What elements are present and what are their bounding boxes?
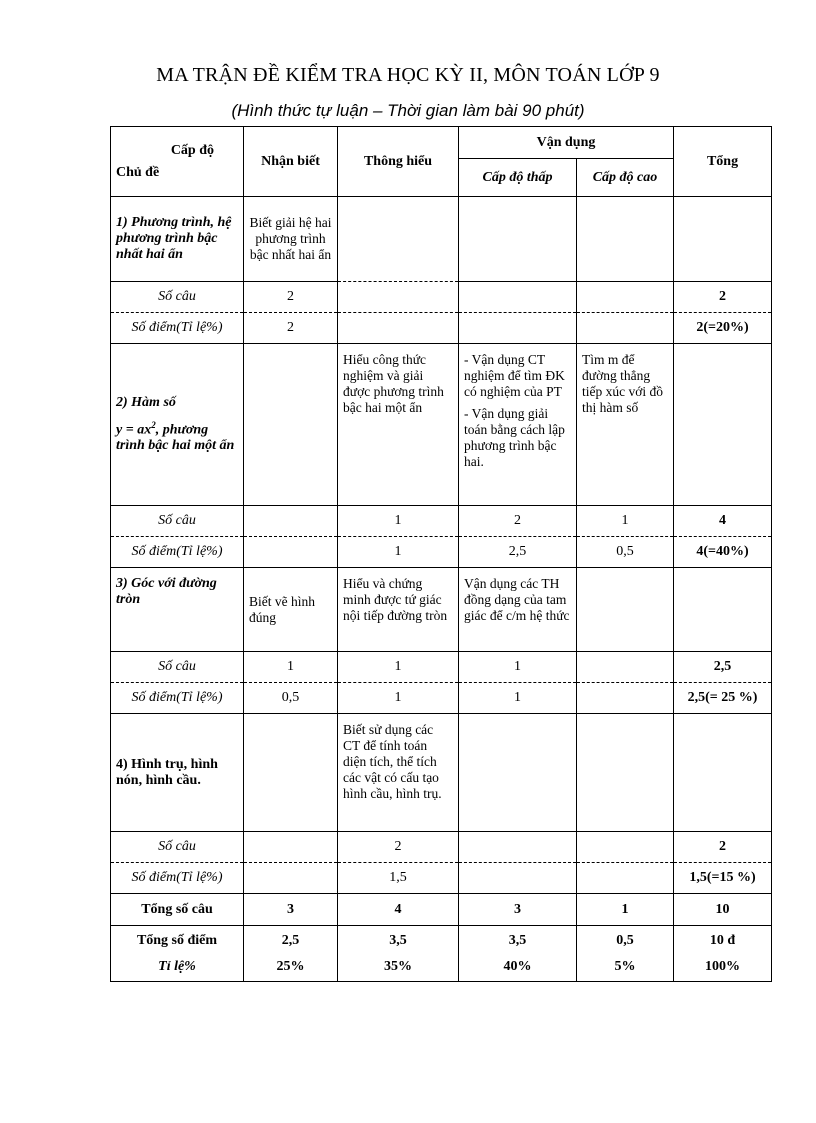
total-score-apply-high-cell <box>577 926 674 982</box>
topic-2-name-line1: 2) Hàm số <box>116 394 176 410</box>
topic-4-understand: Biết sử dụng các CT để tính toán diện tích, thể tích các vật có cấu tạo hình cầu, hình trụ. <box>338 714 459 832</box>
total-score-total-cell <box>674 926 772 982</box>
total-score-recognize-cell <box>244 926 338 982</box>
topic-2-understand: Hiểu công thức nghiệm và giải được phương trình bậc hai một ẩn <box>338 344 459 506</box>
topic-1-row <box>111 197 772 282</box>
topic-2-formula: y = ax <box>116 422 152 438</box>
topic-2-name-suffix: , phương trình bậc hai một ẩn <box>116 422 235 454</box>
topic-1-count-apply-low <box>459 282 577 313</box>
total-ratio-label: Tỉ lệ% <box>158 958 196 974</box>
topic-2-name <box>111 344 244 506</box>
topic-2-total-desc <box>674 344 772 506</box>
topic-3-apply-high <box>577 568 674 652</box>
topic-1-understand <box>338 197 459 282</box>
total-score-apply-low-cell <box>459 926 577 982</box>
topic-1-score-recognize: 2 <box>244 313 338 344</box>
topic-2-score-recognize <box>244 537 338 568</box>
topic-4-apply-low <box>459 714 577 832</box>
total-count-row <box>111 894 772 926</box>
header-recognize: Nhận biết <box>244 127 338 197</box>
header-understand: Thông hiểu <box>338 127 459 197</box>
total-ratio-total: 100% <box>705 958 741 974</box>
topic-1-score-apply-high <box>577 313 674 344</box>
topic-4-row <box>111 714 772 832</box>
topic-2-count-apply-low: 2 <box>459 506 577 537</box>
header-row-1 <box>111 127 772 159</box>
total-score-label: Tổng số điểm <box>136 932 218 948</box>
topic-2-count-recognize <box>244 506 338 537</box>
topic-3-score-row <box>111 683 772 714</box>
topic-4-count-recognize <box>244 832 338 863</box>
topic-3-score-apply-low: 1 <box>459 683 577 714</box>
topic-3-row <box>111 568 772 652</box>
topic-1-score-understand <box>338 313 459 344</box>
topic-3-score-total: 2,5(= 25 %) <box>674 683 772 714</box>
topic-1-total-desc <box>674 197 772 282</box>
topic-2-formula-exp: 2 <box>151 419 156 430</box>
topic-2-apply-low-1: - Vận dụng CT nghiệm để tìm ĐK có nghiệm của PT <box>464 352 565 399</box>
exam-matrix-table <box>110 126 772 982</box>
total-ratio-apply-high: 5% <box>614 958 636 974</box>
header-topic-label: Chủ đề <box>116 164 160 180</box>
topic-2-apply-low-2: - Vận dụng giải toán bằng cách lập phương trình bậc hai. <box>464 406 565 469</box>
topic-2-score-apply-high: 0,5 <box>577 537 674 568</box>
topic-2-name-line2 <box>116 417 238 455</box>
topic-1-count-label: Số câu <box>111 282 244 313</box>
topic-4-score-apply-low <box>459 863 577 894</box>
page-title: MA TRẬN ĐỀ KIỂM TRA HỌC KỲ II, MÔN TOÁN LỚP 9 <box>156 64 660 86</box>
topic-4-count-apply-low <box>459 832 577 863</box>
topic-2-count-apply-high: 1 <box>577 506 674 537</box>
total-count-total: 10 <box>674 894 772 926</box>
topic-2-count-row <box>111 506 772 537</box>
header-apply-high: Cấp độ cao <box>577 159 674 197</box>
topic-4-score-total: 1,5(=15 %) <box>674 863 772 894</box>
topic-4-total-desc <box>674 714 772 832</box>
topic-1-count-apply-high <box>577 282 674 313</box>
topic-3-count-total: 2,5 <box>674 652 772 683</box>
topic-3-count-apply-high <box>577 652 674 683</box>
topic-2-score-apply-low: 2,5 <box>459 537 577 568</box>
page-subtitle: (Hình thức tự luận – Thời gian làm bài 90 phút) <box>231 101 585 120</box>
topic-4-recognize <box>244 714 338 832</box>
header-corner-cell <box>111 127 244 197</box>
topic-2-score-label: Số điểm(Tỉ lệ%) <box>111 537 244 568</box>
topic-3-apply-low: Vận dụng các TH đồng dạng của tam giác để c/m hệ thức <box>459 568 577 652</box>
topic-4-count-total: 2 <box>674 832 772 863</box>
topic-2-count-understand: 1 <box>338 506 459 537</box>
total-score-understand-cell <box>338 926 459 982</box>
topic-2-count-label: Số câu <box>111 506 244 537</box>
total-ratio-understand: 35% <box>384 958 412 974</box>
total-ratio-apply-low: 40% <box>503 958 532 974</box>
topic-1-count-understand <box>338 282 459 313</box>
topic-4-count-row <box>111 832 772 863</box>
topic-2-score-understand: 1 <box>338 537 459 568</box>
total-ratio-recognize: 25% <box>276 958 305 974</box>
topic-2-row <box>111 344 772 506</box>
topic-1-name: 1) Phương trình, hệ phương trình bậc nhất hai ẩn <box>111 197 244 282</box>
total-count-apply-low: 3 <box>459 894 577 926</box>
total-score-apply-low: 3,5 <box>508 932 527 948</box>
topic-1-recognize: Biết giải hệ hai phương trình bậc nhất hai ẩn <box>244 197 338 282</box>
topic-3-score-recognize: 0,5 <box>244 683 338 714</box>
topic-3-score-understand: 1 <box>338 683 459 714</box>
topic-1-score-row <box>111 313 772 344</box>
topic-1-count-row <box>111 282 772 313</box>
total-count-apply-high: 1 <box>577 894 674 926</box>
topic-1-score-total: 2(=20%) <box>674 313 772 344</box>
topic-2-apply-low <box>459 344 577 506</box>
topic-1-score-apply-low <box>459 313 577 344</box>
topic-3-score-label: Số điểm(Tỉ lệ%) <box>111 683 244 714</box>
topic-3-count-row <box>111 652 772 683</box>
total-score-label-cell <box>111 926 244 982</box>
total-count-understand: 4 <box>338 894 459 926</box>
header-apply: Vận dụng <box>459 127 674 159</box>
topic-2-recognize <box>244 344 338 506</box>
topic-3-recognize: Biết vẽ hình đúng <box>244 568 338 652</box>
topic-3-name: 3) Góc với đường tròn <box>111 568 244 652</box>
total-score-total: 10 đ <box>709 932 736 948</box>
topic-4-score-apply-high <box>577 863 674 894</box>
header-apply-low: Cấp độ thấp <box>459 159 577 197</box>
topic-4-score-understand: 1,5 <box>338 863 459 894</box>
topic-3-count-apply-low: 1 <box>459 652 577 683</box>
topic-3-count-recognize: 1 <box>244 652 338 683</box>
topic-4-score-label: Số điểm(Tỉ lệ%) <box>111 863 244 894</box>
topic-2-count-total: 4 <box>674 506 772 537</box>
total-score-recognize: 2,5 <box>281 932 300 948</box>
topic-1-apply-low <box>459 197 577 282</box>
topic-2-apply-high: Tìm m để đường thẳng tiếp xúc với đồ thị hàm số <box>577 344 674 506</box>
topic-2-score-row <box>111 537 772 568</box>
total-score-understand: 3,5 <box>389 932 407 948</box>
topic-4-apply-high <box>577 714 674 832</box>
header-level-label: Cấp độ <box>170 142 214 158</box>
topic-1-count-total: 2 <box>674 282 772 313</box>
topic-1-apply-high <box>577 197 674 282</box>
total-score-row <box>111 926 772 982</box>
topic-4-count-understand: 2 <box>338 832 459 863</box>
topic-4-score-row <box>111 863 772 894</box>
total-score-apply-high: 0,5 <box>616 932 634 948</box>
topic-4-count-label: Số câu <box>111 832 244 863</box>
total-count-recognize: 3 <box>244 894 338 926</box>
topic-2-score-total: 4(=40%) <box>674 537 772 568</box>
topic-4-count-apply-high <box>577 832 674 863</box>
total-count-label: Tổng số câu <box>111 894 244 926</box>
topic-1-score-label: Số điểm(Tỉ lệ%) <box>111 313 244 344</box>
topic-3-score-apply-high <box>577 683 674 714</box>
topic-3-total-desc <box>674 568 772 652</box>
topic-3-count-understand: 1 <box>338 652 459 683</box>
topic-1-count-recognize: 2 <box>244 282 338 313</box>
topic-3-count-label: Số câu <box>111 652 244 683</box>
topic-4-name: 4) Hình trụ, hình nón, hình cầu. <box>111 714 244 832</box>
header-total: Tổng <box>674 127 772 197</box>
topic-4-score-recognize <box>244 863 338 894</box>
topic-3-understand: Hiểu và chứng minh được tứ giác nội tiếp đường tròn <box>338 568 459 652</box>
